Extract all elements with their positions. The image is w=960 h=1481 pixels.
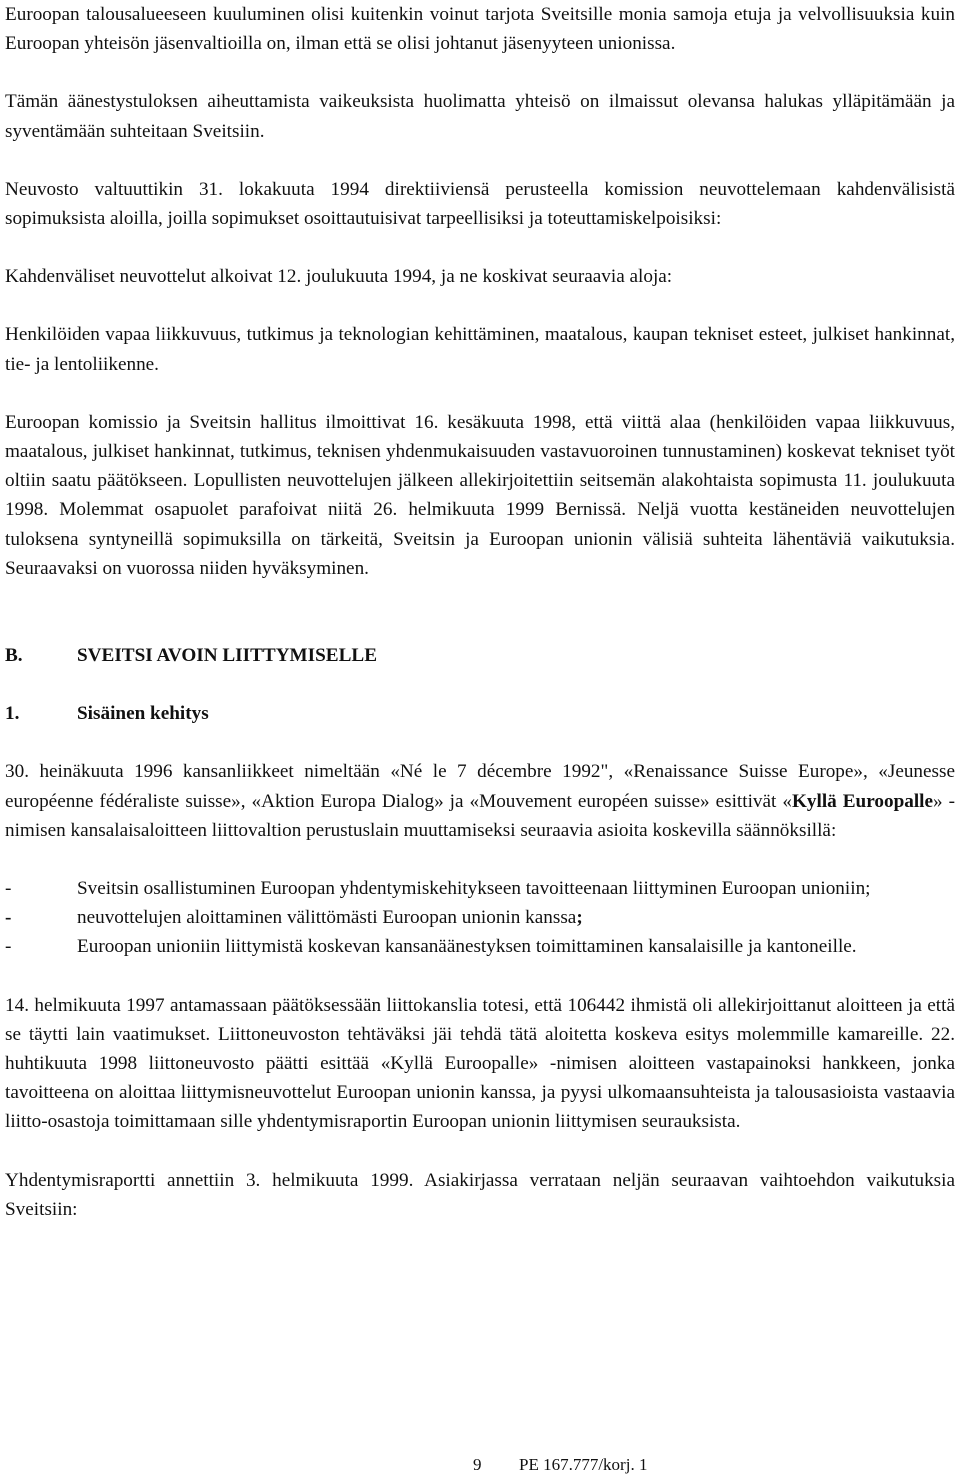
list-item-text: Euroopan unioniin liittymistä koskevan kansanäänestyksen toimittaminen kansalaisille ja kantoneille. — [77, 936, 857, 958]
paragraph-negotiation-areas: Henkilöiden vapaa liikkuvuus, tutkimus ja teknologian kehittäminen, maatalous, kaupan tekniset esteet, julkiset hankinnat, tie- ja lentoliikenne. — [5, 324, 955, 375]
paragraph-chancellery-decision: 14. helmikuuta 1997 antamassaan päätöksessään liittokanslia totesi, että 106442 ihmistä oli allekirjoittanut aloitteen ja että se täytti lain vaatimukset. Liittoneuvoston tehtäväksi jäi tehdä tätä aloitetta koskeva esitys molemmille kamareille. 22. huhtikuuta 1998 liittoneuvosto päätti esittää «Kyllä Euroopalle» -nimisen aloitteen vastapainoksi hankkeen, jonka tavoitteena on aloittaa liittymisneuvottelut Euroopan unionin kanssa, ja pyysi ulkomaansuhteista ja talousasioista vastaavia liitto-osastoja toimittamaan sille yhdentymisraportin Euroopan unionin liittymisen seurauksista. — [5, 994, 955, 1133]
initiative-name: Kyllä Euroopalle — [791, 790, 934, 812]
page-number: 9 — [473, 1455, 482, 1474]
paragraph-referendum-difficulties: Tämän äänestystuloksen aiheuttamista vaikeuksista huolimatta yhteisö on ilmaissut olevansa halukas ylläpitämään ja syventämään suhteitaan Sveitsiin. — [5, 91, 955, 142]
list-dash: - — [5, 878, 12, 900]
paragraph-agreements: Euroopan komissio ja Sveitsin hallitus ilmoittivat 16. kesäkuuta 1998, että viittä alaa (henkilöiden vapaa liikkuvuus, maatalous, julkiset hankinnat, tutkimus, teknisen yhdenmukaisuuden vastavuoroinen tunnustaminen) koskevat tekniset työt oltiin saatu päätökseen. Lopullisten neuvottelujen jälkeen allekirjoitettiin seitsemän alakohtaista sopimusta 11. joulukuuta 1998. Molemmat osapuolet parafoivat niitä 26. helmikuuta 1999 Bernissä. Neljä vuotta kestäneiden neuvottelujen tuloksena syntyneillä sopimuksilla on tärkeitä, Sveitsin ja Euroopan unionin välisiä suhteita lähentäviä vaikutuksia. Seuraavaksi on vuorossa niiden hyväksyminen. — [5, 411, 955, 579]
document-reference: PE 167.777/korj. 1 — [519, 1455, 648, 1474]
list-item-text: Sveitsin osallistuminen Euroopan yhdentymiskehitykseen tavoitteenaan liittyminen Euroopan unioniin; — [77, 878, 871, 900]
paragraph-negotiations-start: Kahdenväliset neuvottelut alkoivat 12. joulukuuta 1994, ja ne koskivat seuraavia aloja: — [5, 266, 673, 288]
paragraph-citizens-initiative: 30. heinäkuuta 1996 kansanliikkeet nimeltään «Né le 7 décembre 1992", «Renaissance Suisse Europe», «Jeunesse européenne fédéraliste suisse», «Aktion Europa Dialog» ja «Mouvement européen suisse» esittivät «Kyllä Euroopalle» -nimisen kansalaisaloitteen liittovaltion perustuslain muuttamiseksi seuraavia asioita koskevilla säännöksillä: — [5, 761, 956, 841]
list-item — [5, 903, 955, 932]
paragraph-council-mandate: Neuvosto valtuuttikin 31. lokakuuta 1994 direktiiviensä perusteella komission neuvottelemaan kahdenvälisistä sopimuksista aloilla, joilla sopimukset osoittautuisivat tarpeellisiksi ja toteuttamiskelpoisiksi: — [5, 178, 955, 230]
list-item — [5, 932, 955, 961]
list-item — [5, 874, 955, 903]
list-dash: - — [5, 907, 12, 929]
document-page — [5, 0, 955, 1224]
paragraph-integration-report: Yhdentymisraportti annettiin 3. helmikuuta 1999. Asiakirjassa verrataan neljän seuraavan vaihtoehdon vaikutuksia Sveitsiin: — [5, 1169, 955, 1220]
paragraph-eta-membership: Euroopan talousalueeseen kuuluminen olisi kuitenkin voinut tarjota Sveitsille monia samoja etuja ja velvollisuuksia kuin Euroopan yhteisön jäsenvaltioilla on, ilman että se olisi johtanut jäsenyyteen unionissa. — [5, 4, 955, 55]
section-heading-b — [5, 641, 955, 670]
section-heading-1 — [5, 699, 955, 728]
list-dash: - — [5, 936, 12, 958]
section-number: B. — [5, 645, 23, 667]
section-title: Sisäinen kehitys — [77, 703, 209, 725]
section-title: SVEITSI AVOIN LIITTYMISELLE — [77, 645, 377, 667]
section-number: 1. — [5, 703, 20, 725]
list-item-text: neuvottelujen aloittaminen välittömästi Euroopan unionin kanssa; — [77, 907, 583, 929]
